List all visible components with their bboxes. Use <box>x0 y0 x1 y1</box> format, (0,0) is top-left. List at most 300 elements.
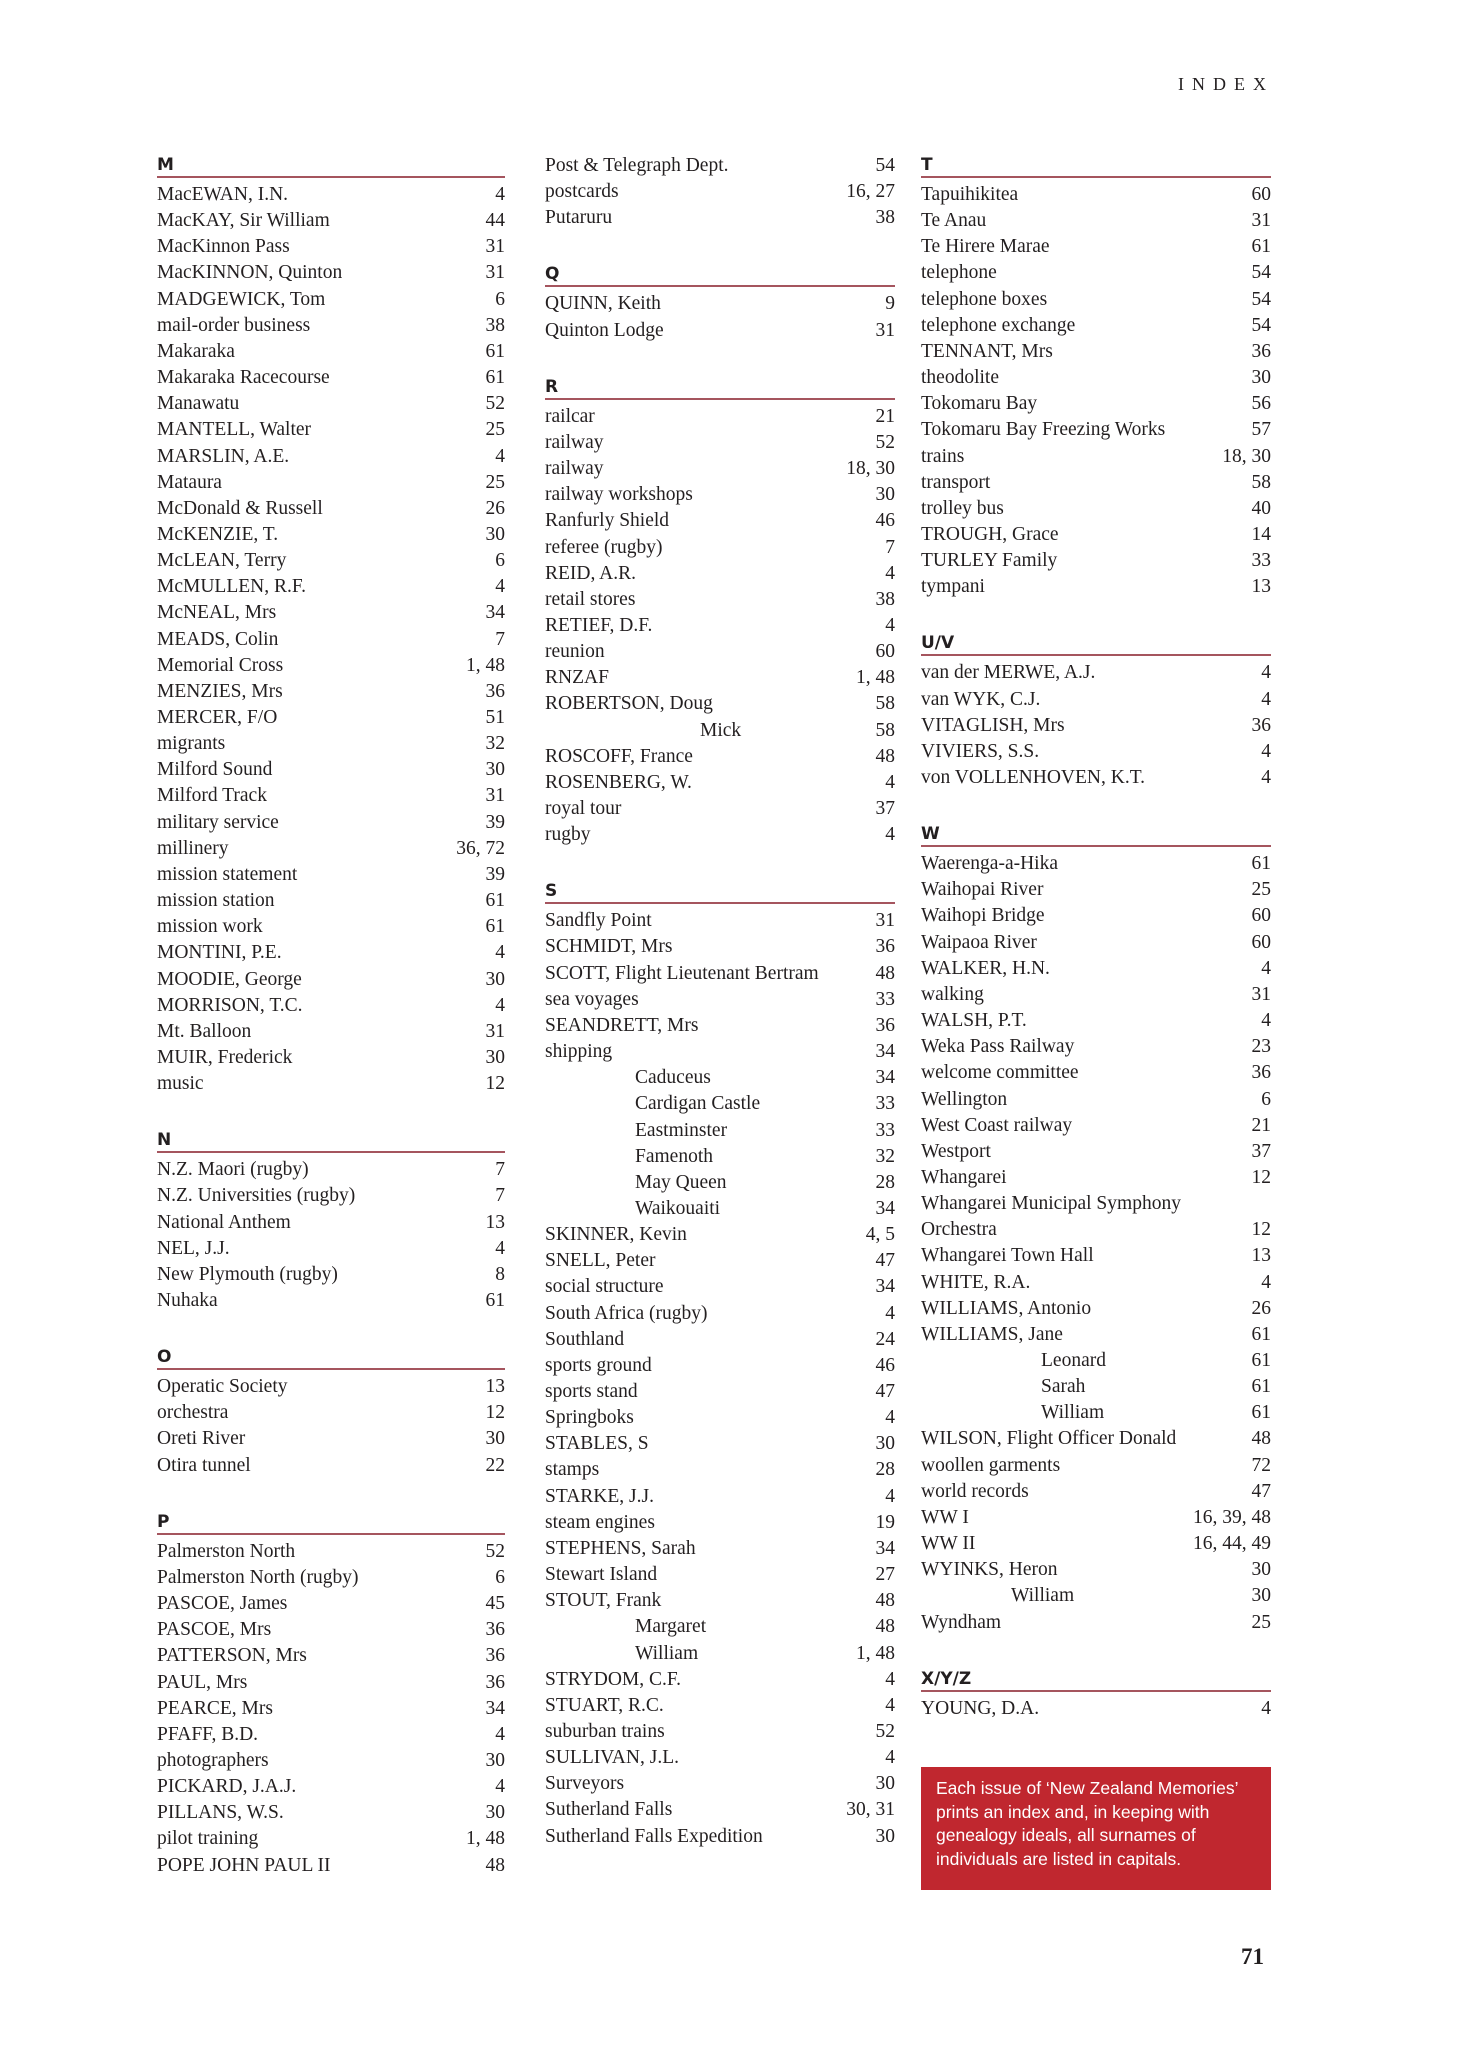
index-entry <box>545 1431 895 1457</box>
entry-term: McKENZIE, T. <box>157 523 279 545</box>
entry-pages: 4 <box>1261 662 1271 684</box>
entry-pages: 36 <box>875 1014 895 1036</box>
entry-term: Oreti River <box>157 1428 246 1450</box>
entry-pages: 34 <box>485 602 505 624</box>
entry-term: PASCOE, James <box>157 1593 288 1615</box>
note-text: Each issue of ‘New Zealand Memories’ prints an index and, in keeping with genealogy ideals, all surnames of individuals are listed in capitals. <box>936 1778 1238 1869</box>
entry-term: mission work <box>157 916 263 938</box>
entry-pages: 30 <box>485 523 505 545</box>
index-entry <box>921 496 1271 522</box>
index-entry <box>545 1144 895 1170</box>
entry-pages: 30 <box>485 1802 505 1824</box>
entry-pages: 13 <box>485 1376 505 1398</box>
page-number: 71 <box>1241 1944 1264 1969</box>
entry-term: McDonald & Russell <box>157 497 323 519</box>
index-entry <box>921 1531 1271 1557</box>
index-entry <box>157 208 505 234</box>
index-entry <box>921 260 1271 286</box>
index-entry <box>157 365 505 391</box>
index-entry <box>921 339 1271 365</box>
entry-term: QUINN, Keith <box>545 293 661 315</box>
entry-pages: 32 <box>875 1145 895 1167</box>
entry-term: Tokomaru Bay <box>921 393 1038 415</box>
entry-term: WILLIAMS, Antonio <box>921 1297 1092 1319</box>
index-entry <box>921 687 1271 713</box>
entry-term: Manawatu <box>157 393 240 415</box>
index-entry <box>545 1457 895 1483</box>
entry-term: POPE JOHN PAUL II <box>157 1854 331 1876</box>
entry-pages: 31 <box>485 262 505 284</box>
entry-term: Eastminster <box>635 1119 728 1141</box>
entry-term: New Plymouth (rugby) <box>157 1263 338 1285</box>
index-entry <box>157 1262 505 1288</box>
index-entry <box>157 1748 505 1774</box>
index-entry <box>157 940 505 966</box>
index-entry <box>157 548 505 574</box>
entry-term: telephone exchange <box>921 314 1076 336</box>
index-entry <box>921 548 1271 574</box>
entry-pages: 36 <box>875 936 895 958</box>
entry-term: PASCOE, Mrs <box>157 1619 272 1641</box>
index-entry <box>921 417 1271 443</box>
entry-pages: 4 <box>1261 1271 1271 1293</box>
index-entry <box>545 1667 895 1693</box>
entry-pages: 4 <box>495 445 505 467</box>
index-entry <box>157 810 505 836</box>
entry-pages: 24 <box>875 1328 895 1350</box>
entry-term: walking <box>921 983 984 1005</box>
index-entry <box>545 822 895 848</box>
index-entry <box>157 1183 505 1209</box>
entry-pages: 16, 39, 48 <box>1193 1506 1271 1528</box>
entry-pages: 9 <box>885 293 895 315</box>
entry-pages: 19 <box>875 1511 895 1533</box>
entry-pages: 28 <box>875 1459 895 1481</box>
index-entry <box>545 1614 895 1640</box>
index-entry <box>545 561 895 587</box>
entry-pages: 26 <box>485 497 505 519</box>
entry-term: SEANDRETT, Mrs <box>545 1014 699 1036</box>
entry-pages: 61 <box>485 367 505 389</box>
entry-term: MacEWAN, I.N. <box>157 184 289 205</box>
index-entry <box>921 1034 1271 1060</box>
entry-pages: 34 <box>485 1697 505 1719</box>
index-entry <box>157 862 505 888</box>
entry-term: SKINNER, Kevin <box>545 1224 687 1246</box>
entry-pages: 61 <box>1251 236 1271 258</box>
index-entry <box>921 182 1271 208</box>
entry-pages: 30 <box>485 1428 505 1450</box>
section-rule <box>157 1368 505 1370</box>
entry-pages: 4 <box>1261 740 1271 762</box>
index-entry <box>921 1426 1271 1452</box>
entry-term: Tokomaru Bay Freezing Works <box>921 419 1166 441</box>
entry-term: railcar <box>545 405 595 427</box>
entry-pages: 38 <box>875 207 895 229</box>
entry-term: National Anthem <box>157 1211 291 1233</box>
entry-term: trolley bus <box>921 497 1004 519</box>
entry-term: postcards <box>545 181 619 203</box>
entry-term: Memorial Cross <box>157 654 284 676</box>
entry-term: Margaret <box>635 1616 707 1638</box>
index-entry <box>545 430 895 456</box>
index-entry <box>921 1296 1271 1322</box>
entry-term: transport <box>921 471 991 493</box>
entry-pages: 61 <box>485 890 505 912</box>
entry-pages: 4 <box>885 1668 895 1690</box>
index-entry <box>545 796 895 822</box>
index-entry <box>921 765 1271 791</box>
section-letter: X/Y/Z <box>921 1668 972 1689</box>
entry-pages: 33 <box>1251 550 1271 572</box>
entry-pages: 39 <box>485 811 505 833</box>
entry-term: RNZAF <box>545 667 609 689</box>
index-entry <box>157 1722 505 1748</box>
entry-term: rugby <box>545 824 591 846</box>
entry-pages: 54 <box>1251 288 1271 310</box>
index-entry <box>157 1696 505 1722</box>
index-entry <box>157 1617 505 1643</box>
entry-pages: 6 <box>495 1566 505 1588</box>
entry-pages: 4 <box>1261 688 1271 710</box>
entry-term: reunion <box>545 641 605 663</box>
index-entry <box>157 914 505 940</box>
index-entry <box>157 1453 505 1479</box>
index-entry <box>921 1505 1271 1531</box>
section-rule <box>921 176 1271 178</box>
entry-term: Milford Sound <box>157 759 273 781</box>
section-letter: O <box>157 1347 172 1368</box>
index-entry <box>545 1274 895 1300</box>
entry-term: Makaraka <box>157 340 235 362</box>
index-entry <box>545 1797 895 1823</box>
entry-term: von VOLLENHOVEN, K.T. <box>921 767 1146 788</box>
entry-pages: 61 <box>1251 1350 1271 1371</box>
entry-term: Whangarei Municipal Symphony <box>921 1193 1181 1215</box>
entry-term: telephone boxes <box>921 288 1048 310</box>
entry-term: REID, A.R. <box>545 562 637 584</box>
entry-pages: 34 <box>875 1197 895 1219</box>
index-entry <box>545 1536 895 1562</box>
entry-term: MADGEWICK, Tom <box>157 288 326 310</box>
index-entry <box>921 1348 1271 1374</box>
entry-pages: 36 <box>485 1671 505 1693</box>
entry-term: Stewart Island <box>545 1564 658 1586</box>
entry-term: Milford Track <box>157 785 267 807</box>
entry-pages: 30 <box>485 759 505 781</box>
entry-term: McNEAL, Mrs <box>157 602 277 624</box>
index-entry <box>545 691 895 717</box>
section-letter: M <box>157 155 174 175</box>
entry-pages: 21 <box>875 405 895 427</box>
entry-pages: 4 <box>495 1237 505 1259</box>
entry-term: MOODIE, George <box>157 968 302 990</box>
entry-pages: 36 <box>1251 1062 1271 1084</box>
section-rule <box>157 176 505 178</box>
index-entry <box>545 1091 895 1117</box>
entry-term: referee (rugby) <box>545 536 663 558</box>
entry-pages: 40 <box>1251 497 1271 519</box>
entry-term: WW II <box>921 1533 976 1555</box>
entry-term: MUIR, Frederick <box>157 1046 293 1068</box>
entry-term: Sandfly Point <box>545 910 652 932</box>
index-entry <box>545 1327 895 1353</box>
section-letter: Q <box>545 264 560 285</box>
entry-pages: 36 <box>485 1619 505 1641</box>
entry-term: MacKINNON, Quinton <box>157 262 343 284</box>
entry-pages: 4 <box>495 1723 505 1745</box>
index-entry <box>157 260 505 286</box>
entry-pages: 33 <box>875 988 895 1010</box>
index-entry <box>921 1008 1271 1034</box>
entry-term: MERCER, F/O <box>157 707 278 728</box>
index-entry <box>921 930 1271 956</box>
entry-pages: 31 <box>485 236 505 258</box>
entry-pages: 58 <box>1251 471 1271 493</box>
entry-pages: 4 <box>1261 957 1271 979</box>
entry-pages: 33 <box>875 1119 895 1141</box>
entry-pages: 36 <box>485 1645 505 1667</box>
entry-pages: 30 <box>875 484 895 506</box>
index-entry <box>545 1641 895 1667</box>
index-entry <box>157 1591 505 1617</box>
entry-term: William <box>1011 1585 1075 1607</box>
entry-pages: 30 <box>1251 1585 1271 1607</box>
index-entry <box>545 1484 895 1510</box>
entry-term: VIVIERS, S.S. <box>921 740 1040 762</box>
index-entry <box>157 470 505 496</box>
entry-pages: 7 <box>885 536 895 558</box>
entry-pages: 44 <box>485 210 505 232</box>
entry-term: Wellington <box>921 1088 1008 1110</box>
entry-pages: 4, 5 <box>865 1224 895 1246</box>
entry-pages: 48 <box>875 745 895 767</box>
entry-pages: 58 <box>875 693 895 715</box>
index-entry <box>157 391 505 417</box>
entry-term: Quinton Lodge <box>545 319 664 341</box>
index-entry <box>545 508 895 534</box>
entry-term: mission statement <box>157 863 298 885</box>
entry-pages: 4 <box>885 1747 895 1769</box>
index-entry <box>157 313 505 339</box>
entry-pages: 4 <box>495 942 505 964</box>
entry-pages: 61 <box>1251 1323 1271 1345</box>
index-entry <box>545 1039 895 1065</box>
entry-pages: 38 <box>485 314 505 336</box>
index-entry <box>921 365 1271 391</box>
index-entry <box>921 444 1271 470</box>
entry-term: Westport <box>921 1140 991 1162</box>
index-entry <box>157 1071 505 1097</box>
index-entry <box>157 1288 505 1314</box>
entry-term: Whangarei <box>921 1166 1007 1188</box>
entry-term: steam engines <box>545 1511 655 1533</box>
entry-term: MacKinnon Pass <box>157 236 290 258</box>
section-rule <box>545 285 895 287</box>
index-entry <box>157 287 505 313</box>
index-entry <box>921 1374 1271 1400</box>
entry-term: sports stand <box>545 1381 638 1402</box>
entry-term: STUART, R.C. <box>545 1694 664 1716</box>
entry-pages: 16, 27 <box>846 181 895 203</box>
entry-pages: 34 <box>875 1276 895 1298</box>
entry-pages: 34 <box>875 1067 895 1089</box>
entry-term: TURLEY Family <box>921 550 1058 572</box>
entry-term: orchestra <box>157 1402 229 1424</box>
index-entry <box>545 770 895 796</box>
entry-term: Ranfurly Shield <box>545 510 670 532</box>
index-entry <box>545 153 895 179</box>
entry-pages: 61 <box>485 1290 505 1311</box>
index-entry <box>545 1562 895 1588</box>
index-entry <box>921 1113 1271 1139</box>
index-entry <box>157 1670 505 1696</box>
entry-pages: 6 <box>495 288 505 310</box>
entry-pages: 60 <box>1251 184 1271 205</box>
entry-pages: 36 <box>485 680 505 702</box>
entry-pages: 30 <box>1251 1559 1271 1581</box>
entry-pages: 1, 48 <box>856 1642 895 1664</box>
entry-term: music <box>157 1073 204 1095</box>
entry-pages: 4 <box>1261 767 1271 788</box>
entry-term: Weka Pass Railway <box>921 1036 1075 1058</box>
section-rule <box>545 902 895 904</box>
entry-term: Cardigan Castle <box>635 1093 761 1115</box>
entry-term: railway <box>545 431 604 453</box>
entry-term: PILLANS, W.S. <box>157 1802 284 1824</box>
index-entry <box>921 1060 1271 1086</box>
entry-pages: 37 <box>1251 1140 1271 1162</box>
entry-pages: 4 <box>495 994 505 1016</box>
entry-term: Famenoth <box>635 1145 713 1167</box>
index-entry <box>545 1301 895 1327</box>
entry-pages: 30 <box>875 1825 895 1847</box>
entry-pages: 7 <box>495 1159 505 1181</box>
entry-term: William <box>1041 1402 1105 1424</box>
section-rule <box>545 398 895 400</box>
entry-term: MORRISON, T.C. <box>157 994 303 1016</box>
entry-term: ROSCOFF, France <box>545 745 693 767</box>
entry-pages: 72 <box>1251 1454 1271 1476</box>
index-entry <box>545 404 895 430</box>
entry-term: Mt. Balloon <box>157 1020 252 1042</box>
index-entry <box>157 1800 505 1826</box>
index-entry <box>921 1243 1271 1269</box>
entry-pages: 25 <box>485 419 505 441</box>
entry-pages: 31 <box>1251 983 1271 1005</box>
index-entry <box>921 1191 1271 1217</box>
entry-term: STEPHENS, Sarah <box>545 1537 696 1559</box>
entry-pages: 47 <box>1251 1480 1271 1502</box>
index-entry <box>157 888 505 914</box>
entry-term: STOUT, Frank <box>545 1590 662 1612</box>
entry-pages: 12 <box>1251 1219 1271 1241</box>
entry-pages: 4 <box>495 184 505 205</box>
index-entry <box>921 1087 1271 1113</box>
index-entry <box>921 1139 1271 1165</box>
entry-pages: 31 <box>485 1020 505 1042</box>
index-entry <box>545 639 895 665</box>
entry-pages: 4 <box>495 576 505 598</box>
entry-term: TROUGH, Grace <box>921 523 1059 545</box>
entry-term: Waikouaiti <box>635 1197 721 1219</box>
entry-term: Sutherland Falls Expedition <box>545 1825 763 1847</box>
index-entry <box>921 1165 1271 1191</box>
entry-term: WALSH, P.T. <box>921 1010 1027 1032</box>
index-entry <box>157 339 505 365</box>
index-entry <box>545 456 895 482</box>
entry-term: Sutherland Falls <box>545 1799 673 1821</box>
entry-pages: 4 <box>885 824 895 846</box>
entry-term: pilot training <box>157 1828 259 1850</box>
index-entry <box>545 1510 895 1536</box>
entry-pages: 4 <box>495 1776 505 1798</box>
section-letter: U/V <box>921 633 955 654</box>
index-entry <box>545 1222 895 1248</box>
index-entry <box>545 1405 895 1431</box>
entry-pages: 30 <box>485 1046 505 1068</box>
entry-term: ROBERTSON, Doug <box>545 693 713 715</box>
entry-pages: 52 <box>875 1720 895 1742</box>
index-entry <box>921 660 1271 686</box>
entry-term: sports ground <box>545 1354 652 1376</box>
entry-pages: 33 <box>875 1093 895 1115</box>
index-entry <box>157 1643 505 1669</box>
entry-term: tympani <box>921 576 985 598</box>
entry-pages: 52 <box>485 393 505 415</box>
index-entry <box>921 877 1271 903</box>
entry-pages: 54 <box>1251 314 1271 336</box>
entry-term: STRYDOM, C.F. <box>545 1668 682 1690</box>
section-rule <box>921 845 1271 847</box>
entry-pages: 46 <box>875 1354 895 1376</box>
index-entry <box>921 522 1271 548</box>
entry-pages: 4 <box>885 1302 895 1324</box>
entry-pages: 36 <box>1251 340 1271 362</box>
entry-pages: 6 <box>1261 1088 1271 1110</box>
entry-pages: 54 <box>875 155 895 176</box>
running-head: INDEX <box>1178 74 1274 94</box>
index-entry <box>157 967 505 993</box>
index-entry <box>545 1353 895 1379</box>
entry-pages: 51 <box>485 707 505 728</box>
entry-term: suburban trains <box>545 1720 665 1742</box>
entry-pages: 18, 30 <box>846 458 895 480</box>
index-entry <box>545 482 895 508</box>
entry-pages: 4 <box>1261 1697 1271 1719</box>
entry-pages: 34 <box>875 1537 895 1559</box>
index-entry <box>545 908 895 934</box>
entry-term: world records <box>921 1480 1029 1502</box>
entry-term: Springboks <box>545 1407 634 1429</box>
entry-term: WHITE, R.A. <box>921 1271 1031 1293</box>
entry-pages: 32 <box>485 733 505 755</box>
entry-term: William <box>635 1642 699 1664</box>
entry-pages: 6 <box>495 550 505 572</box>
entry-pages: 46 <box>875 510 895 532</box>
entry-term: ROSENBERG, W. <box>545 771 692 793</box>
index-entry <box>157 1157 505 1183</box>
entry-pages: 52 <box>485 1540 505 1562</box>
index-entry <box>921 391 1271 417</box>
entry-pages: 60 <box>1251 905 1271 927</box>
entry-term: theodolite <box>921 367 999 389</box>
section-rule <box>157 1151 505 1153</box>
index-entry <box>545 665 895 691</box>
index-entry <box>157 417 505 443</box>
entry-pages: 58 <box>875 719 895 741</box>
entry-pages: 7 <box>495 1185 505 1207</box>
